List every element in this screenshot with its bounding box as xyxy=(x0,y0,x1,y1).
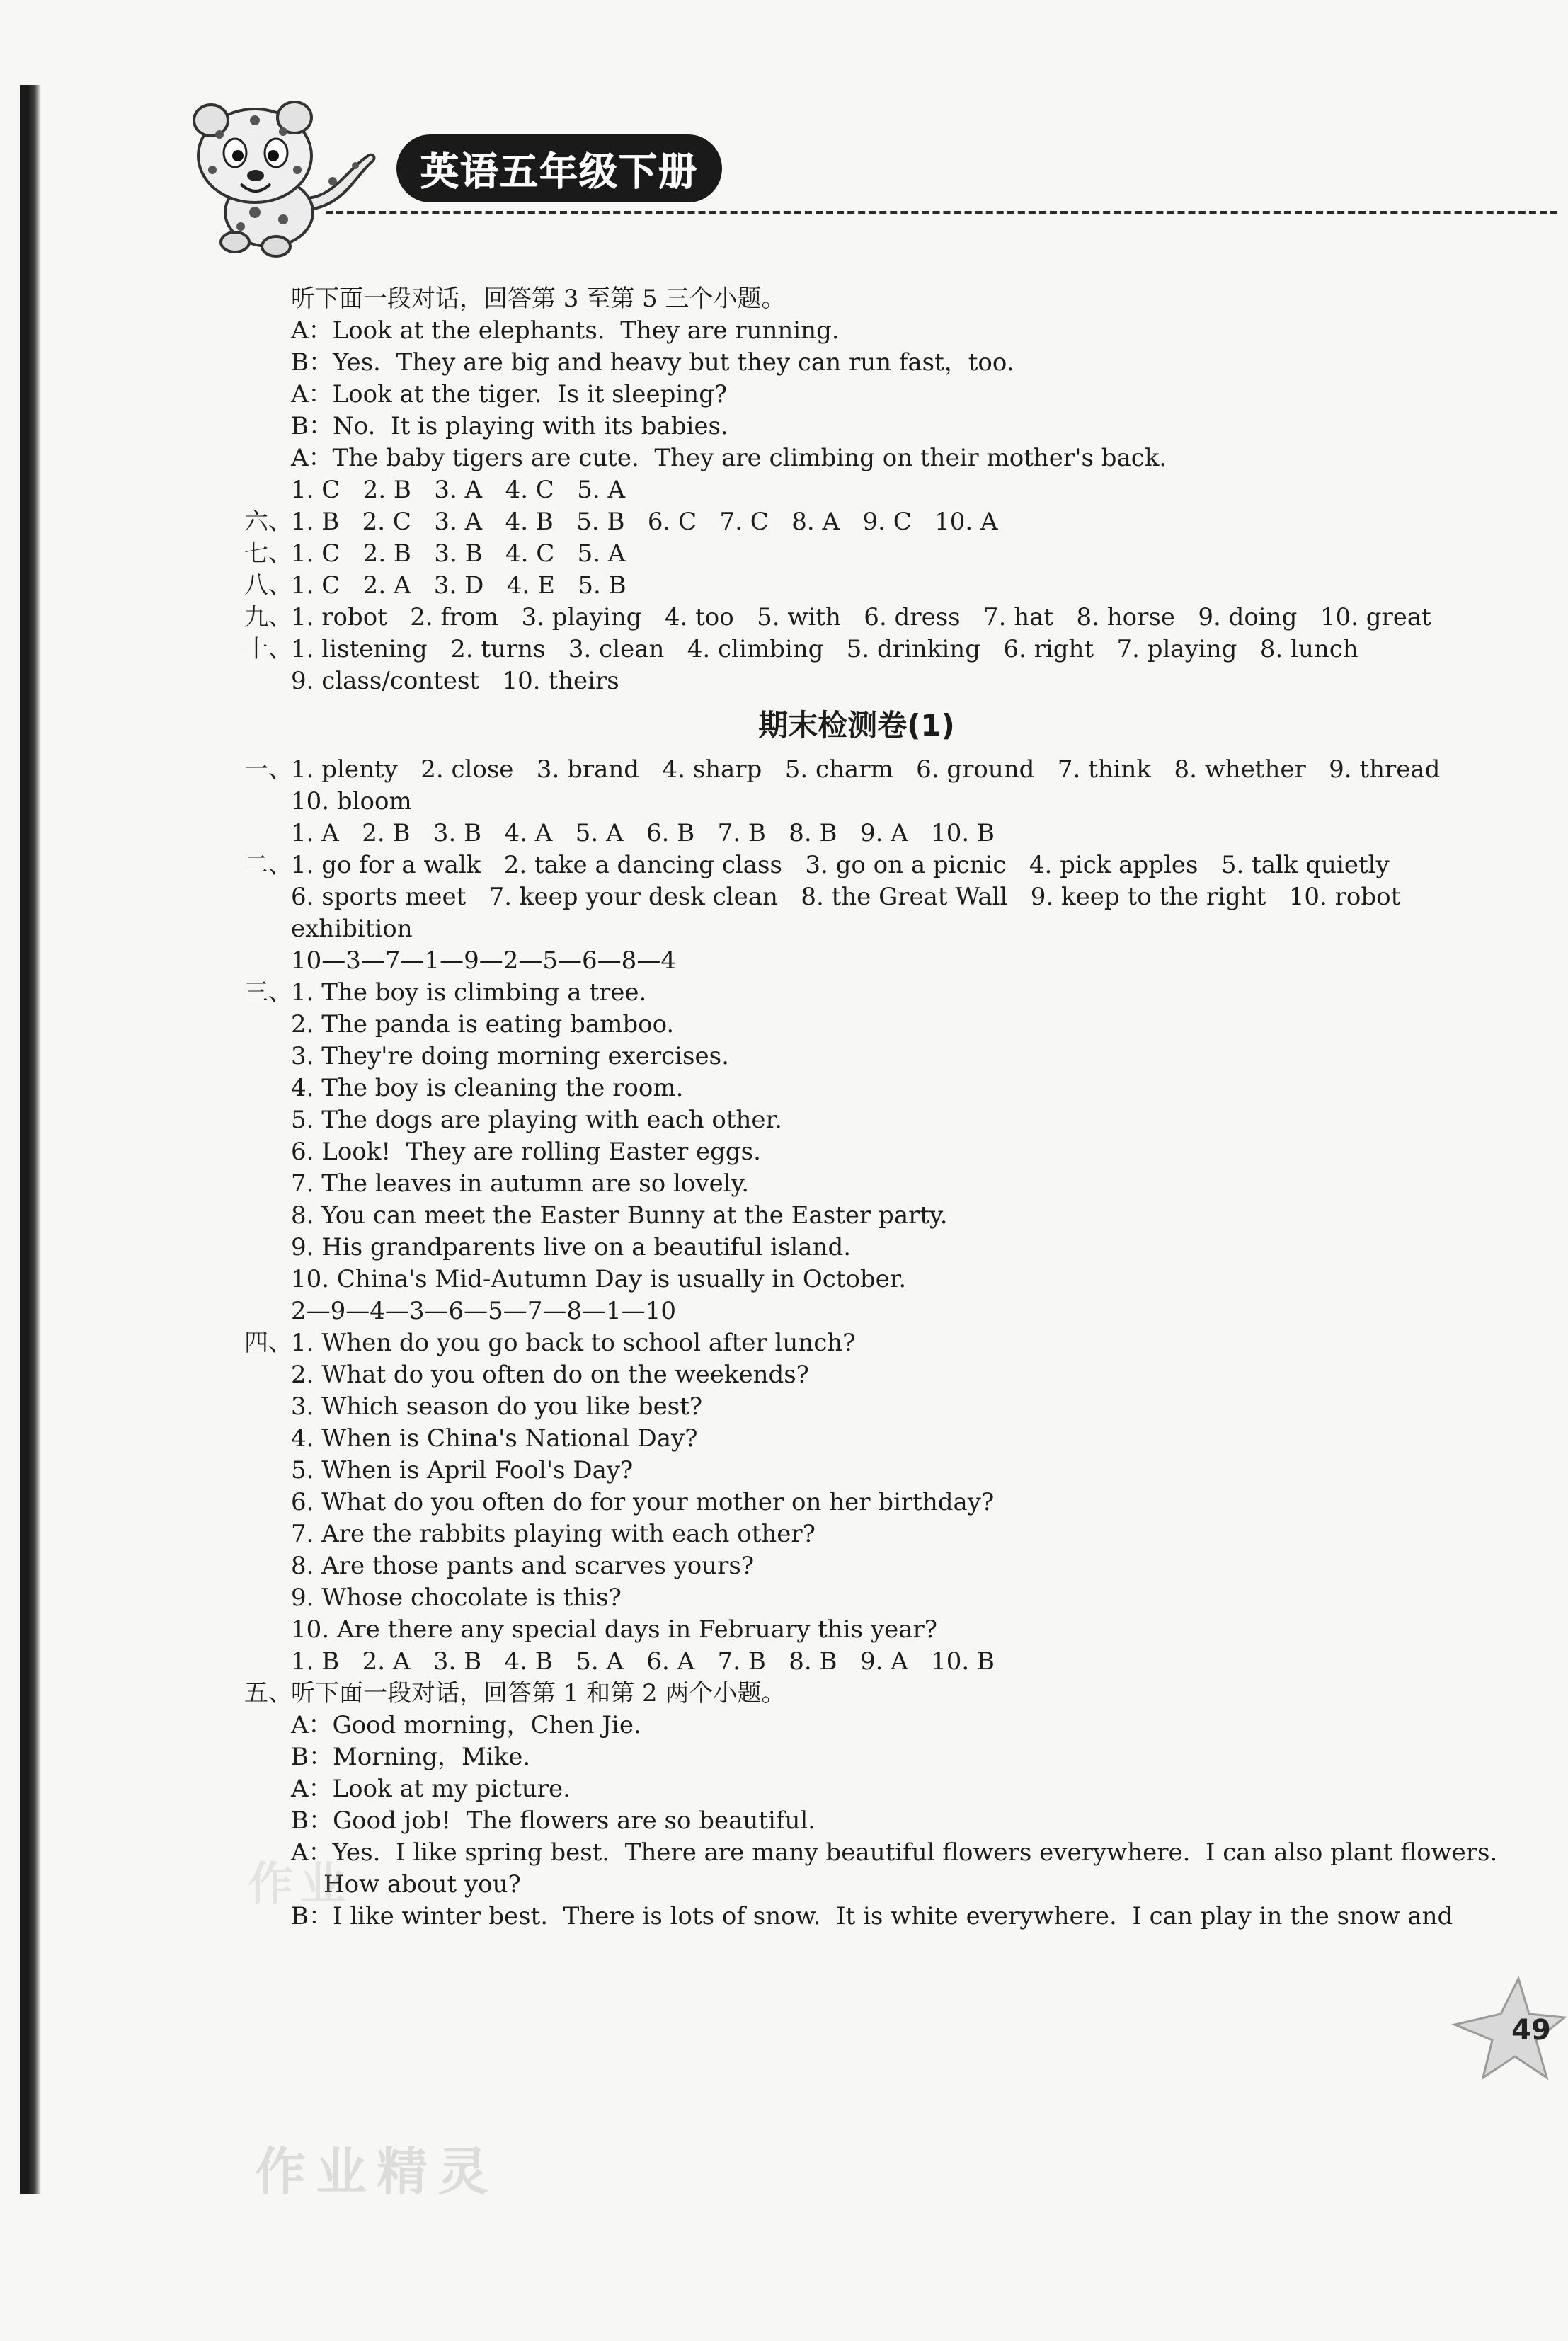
answer-line: 6. What do you often do for your mother on her birthday? xyxy=(291,1488,995,1516)
section-marker: 三、 xyxy=(244,978,292,1007)
section-marker: 一、 xyxy=(244,755,292,784)
answer-line: 8. Are those pants and scarves yours? xyxy=(291,1552,755,1580)
answer-text: 1. B 2. C 3. A 4. B 5. B 6. C 7. C 8. A 9. C 10. A xyxy=(291,508,998,536)
answer-line: A：Yes. I like spring best. There are many beautiful flowers everywhere. I can also plant flowers. xyxy=(291,1838,1498,1867)
answer-line: A：The baby tigers are cute. They are climbing on their mother's back. xyxy=(291,444,1167,472)
section-marker: 六、 xyxy=(244,508,292,536)
answer-text: 1. plenty 2. close 3. brand 4. sharp 5. charm 6. ground 7. think 8. whether 9. thread xyxy=(291,755,1441,784)
answer-line: B：Morning，Mike. xyxy=(291,1743,531,1771)
answer-text: 1. C 2. A 3. D 4. E 5. B xyxy=(291,571,626,600)
answer-line: 2. The panda is eating bamboo. xyxy=(291,1010,675,1038)
answer-line: B：Good job! The flowers are so beautiful. xyxy=(291,1807,816,1835)
header-dashed-line xyxy=(326,211,1557,214)
answer-line: B：I like winter best. There is lots of snow. It is white everywhere. I can play in the snow and xyxy=(291,1902,1453,1930)
answer-line: 9. Whose chocolate is this? xyxy=(291,1584,622,1612)
section-marker: 十、 xyxy=(244,635,292,663)
answer-line xyxy=(244,506,1540,538)
answer-line: 9. His grandparents live on a beautiful island. xyxy=(291,1233,852,1261)
watermark: 作业精灵 xyxy=(255,2142,499,2202)
answer-line xyxy=(244,1327,1540,1359)
answer-text: 1. When do you go back to school after lunch? xyxy=(291,1329,856,1357)
answer-line: 3. They're doing morning exercises. xyxy=(291,1042,729,1070)
answer-line xyxy=(244,634,1540,665)
section-title: 期末检测卷(1) xyxy=(758,708,955,743)
answer-line xyxy=(244,849,1540,881)
answer-line: 听下面一段对话，回答第 3 至第 5 三个小题。 xyxy=(291,285,786,313)
answer-line: How about you? xyxy=(324,1870,521,1899)
answer-line: 5. When is April Fool's Day? xyxy=(291,1456,634,1484)
answer-line: 10. bloom xyxy=(291,787,412,815)
answer-line: 7. The leaves in autumn are so lovely. xyxy=(291,1169,750,1198)
watermark-small: 作业 xyxy=(248,1858,353,1911)
answer-line: 6. Look! They are rolling Easter eggs. xyxy=(291,1138,761,1166)
answer-line: 10. Are there any special days in February this year? xyxy=(291,1615,938,1644)
answer-line: 8. You can meet the Easter Bunny at the Easter party. xyxy=(291,1201,948,1230)
page-number: 49 xyxy=(1511,2014,1551,2047)
answer-line: 3. Which season do you like best? xyxy=(291,1392,703,1421)
answer-line: 2. What do you often do on the weekends? xyxy=(291,1361,809,1389)
section-marker: 五、 xyxy=(244,1679,292,1707)
answer-line: B：No. It is playing with its babies. xyxy=(291,412,728,440)
answer-text: 1. robot 2. from 3. playing 4. too 5. with 6. dress 7. hat 8. horse 9. doing 10. great xyxy=(291,603,1431,631)
answer-line: A：Look at the tiger. Is it sleeping? xyxy=(291,380,728,408)
answer-line: B：Yes. They are big and heavy but they can run fast，too. xyxy=(291,348,1014,377)
answer-line: 1. C 2. B 3. A 4. C 5. A xyxy=(291,476,626,504)
book-spine-shadow xyxy=(20,85,41,2194)
answer-line: 1. B 2. A 3. B 4. B 5. A 6. A 7. B 8. B 9. A 10. B xyxy=(291,1647,995,1676)
section-marker: 七、 xyxy=(244,539,292,568)
answer-line: 4. The boy is cleaning the room. xyxy=(291,1074,684,1102)
answer-line: 2—9—4—3—6—5—7—8—1—10 xyxy=(291,1297,676,1325)
page-header xyxy=(170,92,1557,262)
answer-line: A：Good morning，Chen Jie. xyxy=(291,1711,641,1739)
answer-line xyxy=(244,602,1540,634)
answer-line xyxy=(244,977,1540,1009)
answer-line xyxy=(244,754,1540,786)
title-badge xyxy=(396,134,722,202)
answer-text: 1. The boy is climbing a tree. xyxy=(291,978,647,1007)
answer-line: 7. Are the rabbits playing with each other? xyxy=(291,1520,816,1548)
answer-text: 1. C 2. B 3. B 4. C 5. A xyxy=(291,539,626,568)
answer-line: 6. sports meet 7. keep your desk clean 8. the Great Wall 9. keep to the right 10. robot xyxy=(291,883,1401,911)
answer-line xyxy=(244,570,1540,602)
answer-line: 4. When is China's National Day? xyxy=(291,1424,698,1453)
answer-line: A：Look at the elephants. They are running. xyxy=(291,316,840,345)
section-marker: 二、 xyxy=(244,851,292,879)
answer-content xyxy=(244,283,1540,1933)
answer-text: 1. listening 2. turns 3. clean 4. climbing 5. drinking 6. right 7. playing 8. lunch xyxy=(291,635,1358,663)
answer-line: 10. China's Mid-Autumn Day is usually in October. xyxy=(291,1265,907,1293)
answer-text: 听下面一段对话，回答第 1 和第 2 两个小题。 xyxy=(291,1679,786,1707)
answer-text: 1. go for a walk 2. take a dancing class 3. go on a picnic 4. pick apples 5. talk quietly xyxy=(291,851,1390,879)
answer-line: A：Look at my picture. xyxy=(291,1775,571,1803)
answer-line xyxy=(244,1678,1540,1710)
section-marker: 九、 xyxy=(244,603,292,631)
section-marker: 八、 xyxy=(244,571,292,600)
answer-line: exhibition xyxy=(291,915,413,943)
leopard-mascot-icon xyxy=(170,92,382,262)
answer-line: 5. The dogs are playing with each other. xyxy=(291,1106,782,1134)
answer-line: 1. A 2. B 3. B 4. A 5. A 6. B 7. B 8. B 9. A 10. B xyxy=(291,819,995,847)
section-marker: 四、 xyxy=(244,1329,292,1357)
answer-line: 9. class/contest 10. theirs xyxy=(291,667,619,695)
book-title: 英语五年级下册 xyxy=(420,149,698,194)
answer-line: 10—3—7—1—9—2—5—6—8—4 xyxy=(291,946,676,975)
answer-line xyxy=(244,538,1540,570)
